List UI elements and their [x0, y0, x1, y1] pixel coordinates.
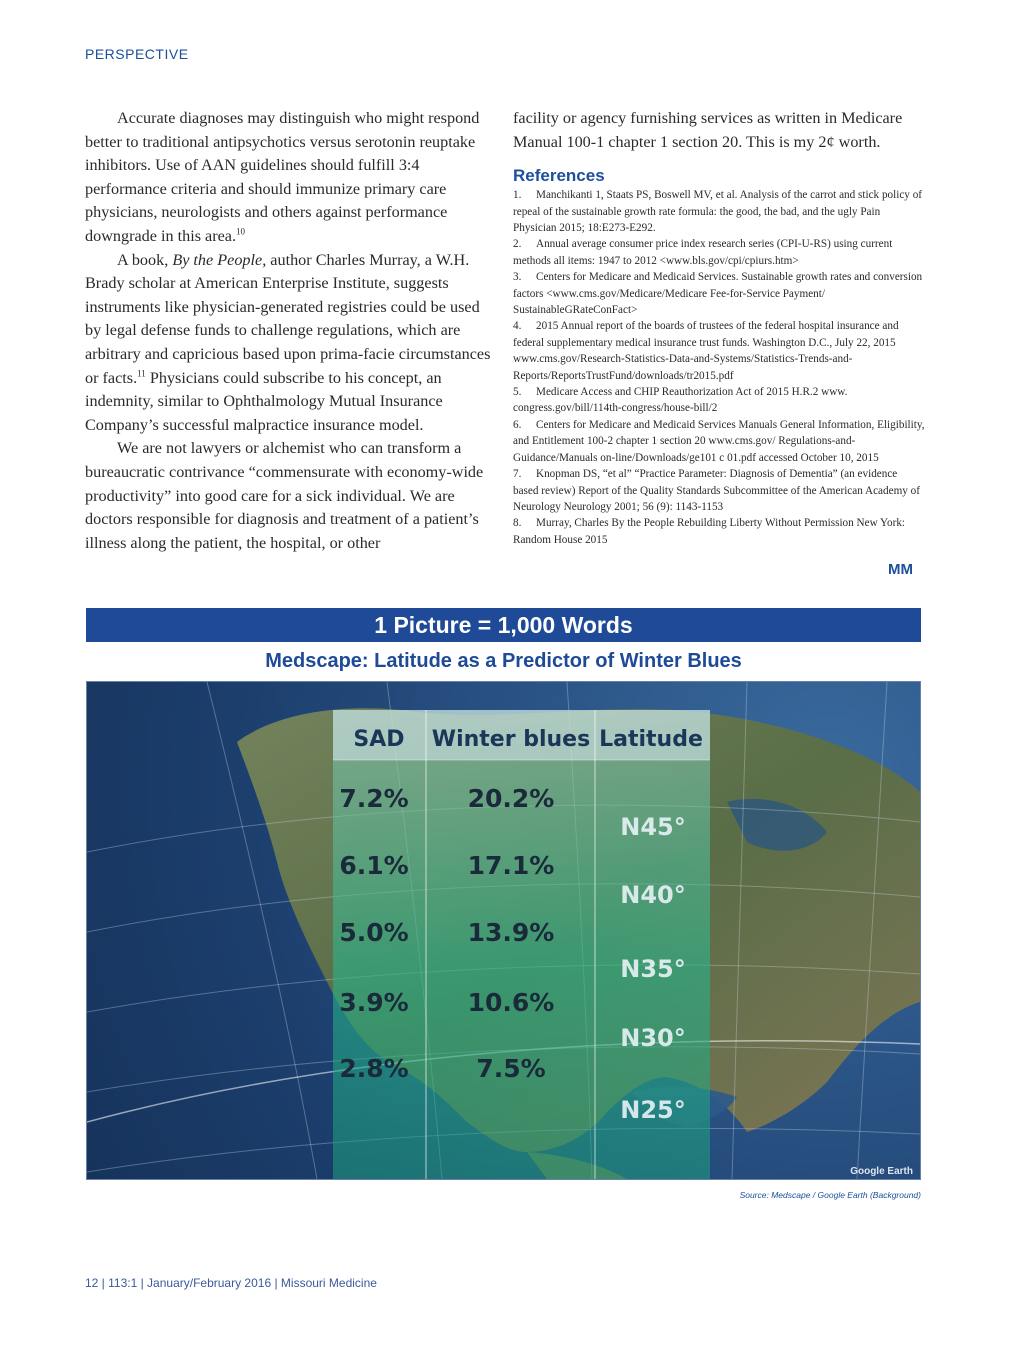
reference-item: 5. Medicare Access and CHIP Reauthorization Act of 2015 H.R.2 www. congress.gov/bill/114th-congress/house-bill/2 — [513, 386, 848, 415]
winter-blues-value: 13.9% — [467, 918, 555, 947]
references-list — [513, 187, 925, 548]
reference-item: 6. Centers for Medicare and Medicaid Services Manuals General Information, Eligibility, and Entitlement 100-2 chapter 1 section 20 www.cms.gov/ Regulations-and-Guidance/Manuals on-line/Downloads/ge101 c 01.pdf accessed October 10, 2015 — [513, 418, 925, 464]
reference-item: 3. Centers for Medicare and Medicaid Services. Sustainable growth rates and conversion factors <www.cms.gov/Medicare/Medicare Fee-for-Service Payment/ SustainableGRateConFact> — [513, 271, 923, 317]
header-latitude: Latitude — [599, 727, 703, 752]
footnote-ref-10: 10 — [236, 226, 246, 237]
latitude-label: N40° — [620, 881, 686, 909]
winter-blues-value: 17.1% — [467, 851, 555, 880]
paragraph-3: We are not lawyers or alchemist who can transform a bureaucratic contrivance “commensurate with economy-wide productivity” into good care for a sick individual. We are doctors responsible for diagnosis and treatment of a patient’s illness along the patient, the hospital, or other — [85, 439, 484, 552]
reference-item: 7. Knopman DS, “et al” “Practice Parameter: Diagnosis of Dementia” (an evidence based review) Report of the Quality Standards Subcommittee of the American Academy of Neurology Neurology 2001; 56 (9): 1143-1153 — [513, 468, 920, 513]
figure-source: Source: Medscape / Google Earth (Background) — [739, 1190, 921, 1200]
reference-item: 2. Annual average consumer price index research series (CPI-U-RS) using current methods all items: 1947 to 2012 <www.bls.gov/cpi/cpiurs.htm> — [513, 238, 893, 267]
latitude-label: N35° — [620, 955, 686, 983]
end-mark: MM — [888, 561, 913, 578]
winter-blues-value: 10.6% — [467, 988, 555, 1017]
header-winter-blues: Winter blues — [431, 727, 591, 752]
reference-item: 4. 2015 Annual report of the boards of trustees of the federal hospital insurance and federal supplementary medical insurance trust funds. Washington D.C., July 22, 2015 www.cms.gov/Research-Statistics-Data-and-Systems/Statistics-Trends-and-Reports/ReportsTrustFund/downloads/tr2015.pdf — [513, 320, 899, 382]
winter-blues-value: 20.2% — [467, 784, 555, 813]
latitude-label: N30° — [620, 1024, 686, 1052]
page-footer: 12 | 113:1 | January/February 2016 | Missouri Medicine — [85, 1276, 377, 1290]
footnote-ref-11: 11 — [137, 368, 146, 379]
sad-value: 7.2% — [339, 784, 409, 813]
reference-item: 1. Manchikanti 1, Staats PS, Boswell MV, et al. Analysis of the carrot and stick policy of repeal of the sustainable growth rate formula: the good, the bad, and the ugly Pain Physician 2015; 18:E273-E292. — [513, 189, 923, 234]
google-earth-watermark: Google Earth — [850, 1166, 913, 1177]
sad-value: 3.9% — [339, 988, 409, 1017]
reference-item: 8. Murray, Charles By the People Rebuilding Liberty Without Permission New York: Random House 2015 — [513, 517, 906, 546]
book-title: By the People, — [172, 250, 267, 269]
paragraph-4: facility or agency furnishing services as written in Medicare Manual 100-1 chapter 1 section 20. This is my 2¢ worth. — [513, 109, 903, 151]
article-body-right — [513, 107, 925, 548]
winter-blues-value: 7.5% — [476, 1054, 546, 1083]
feature-banner: 1 Picture = 1,000 Words — [86, 608, 921, 642]
references-heading: References — [513, 166, 605, 186]
article-body-left — [85, 107, 497, 555]
paragraph-2: A book, By the People, author Charles Murray, a W.H. Brady scholar at American Enterprise Institute, suggests instruments like physician-generated registries could be used by legal defense funds to challenge regulations, which are arbitrary and capricious based upon prima-facie circumstances or facts.$^{11}$ Physicians could subscribe to his concept, an indemnity, similar to Ophthalmology Mutual Insurance Company’s successful malpractice insurance model. — [85, 250, 491, 434]
header-sad: SAD — [353, 727, 405, 752]
latitude-figure — [86, 681, 921, 1180]
sad-value: 2.8% — [339, 1054, 409, 1083]
sad-value: 6.1% — [339, 851, 409, 880]
latitude-label: N25° — [620, 1096, 686, 1124]
feature-subtitle: Medscape: Latitude as a Predictor of Winter Blues — [265, 650, 742, 672]
globe-illustration — [87, 682, 920, 1179]
latitude-label: N45° — [620, 813, 686, 841]
sad-value: 5.0% — [339, 918, 409, 947]
section-label: PERSPECTIVE — [85, 46, 189, 62]
paragraph-1: Accurate diagnoses may distinguish who might respond better to traditional antipsychotics versus serotonin reuptake inhibitors. Use of AAN guidelines should fulfill 3:4 performance criteria and should immunize primary care physicians, neurologists and others against performance downgrade in this area.$^{10}$ — [85, 109, 480, 245]
